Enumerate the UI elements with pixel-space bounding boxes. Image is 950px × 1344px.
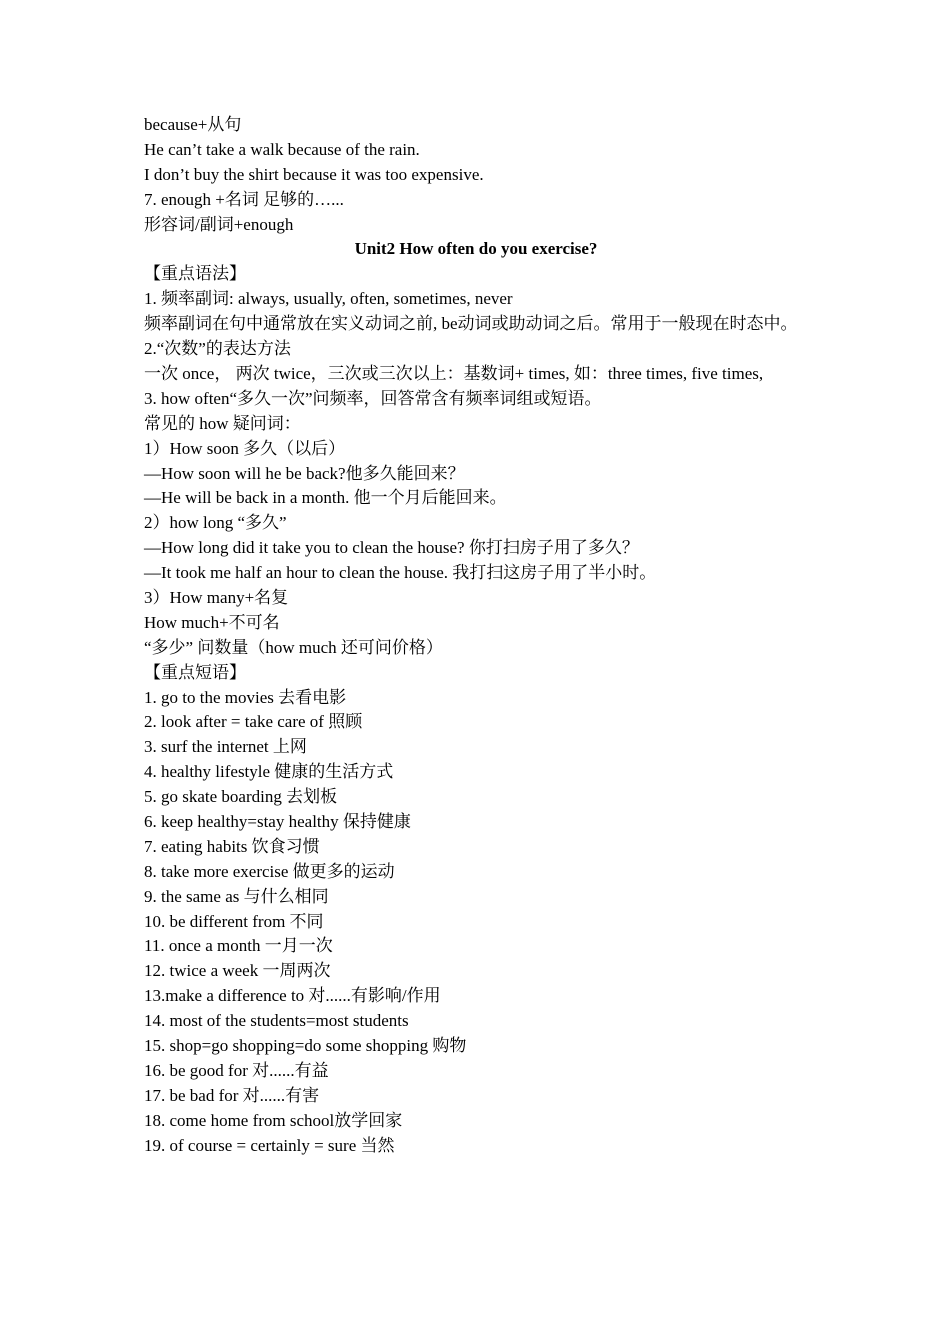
grammar-point-2-description: 一次 once， 两次 twice，三次或三次以上：基数词+ times, 如：three times, five times, [144, 363, 764, 383]
text-line: He can’t take a walk because of the rain. [144, 139, 420, 159]
phrase-item: 7. eating habits 饮食习惯 [144, 836, 320, 856]
grammar-point-3: 3. how often“多久一次”问频率，回答常含有频率词组或短语。 [144, 388, 602, 408]
phrase-item: 17. be bad for 对......有害 [144, 1085, 320, 1105]
section-heading-phrases: 【重点短语】 [144, 662, 246, 682]
phrase-item: 5. go skate boarding 去划板 [144, 787, 338, 807]
phrase-item: 11. once a month 一月一次 [144, 936, 333, 956]
text-line: 形容词/副词+enough [144, 214, 294, 234]
grammar-point-2: 2.“次数”的表达方法 [144, 339, 291, 359]
phrase-item: 9. the same as 与什么相同 [144, 886, 329, 906]
text-line: 7. enough +名词 足够的…... [144, 189, 344, 209]
phrase-item: 13.make a difference to 对......有影响/作用 [144, 986, 441, 1006]
phrase-item: 16. be good for 对......有益 [144, 1060, 329, 1080]
text-line: I don’t buy the shirt because it was too expensive. [144, 164, 484, 184]
phrase-item: 6. keep healthy=stay healthy 保持健康 [144, 811, 411, 831]
phrase-item: 10. be different from 不同 [144, 911, 324, 931]
text-line: 1）How soon 多久（以后） [144, 438, 346, 458]
phrase-item: 2. look after = take care of 照顾 [144, 712, 363, 732]
grammar-point-1-description: 频率副词在句中通常放在实义动词之前, be动词或助动词之后。常用于一般现在时态中。 [144, 314, 798, 334]
text-line: 2）how long “多久” [144, 513, 287, 533]
phrase-item: 8. take more exercise 做更多的运动 [144, 861, 395, 881]
text-line: “多少” 问数量（how much 还可问价格） [144, 637, 443, 657]
unit-title: Unit2 How often do you exercise? [354, 239, 598, 259]
phrase-item: 14. most of the students=most students [144, 1011, 409, 1031]
text-line: 常见的 how 疑问词： [144, 413, 301, 433]
phrase-item: 1. go to the movies 去看电影 [144, 687, 347, 707]
phrase-item: 3. surf the internet 上网 [144, 737, 307, 757]
document-page [144, 113, 808, 1158]
text-line: 3）How many+名复 [144, 587, 289, 607]
text-line: —He will be back in a month. 他一个月后能回来。 [144, 488, 507, 508]
text-line: —It took me half an hour to clean the house. 我打扫这房子用了半小时。 [144, 563, 657, 583]
text-line: —How long did it take you to clean the house? 你打扫房子用了多久？ [144, 538, 639, 558]
phrase-item: 18. come home from school放学回家 [144, 1110, 403, 1130]
text-line: —How soon will he be back?他多久能回来？ [144, 463, 465, 483]
phrase-item: 12. twice a week 一周两次 [144, 961, 331, 981]
phrase-item: 15. shop=go shopping=do some shopping 购物 [144, 1035, 467, 1055]
text-line: How much+不可名 [144, 612, 280, 632]
text-line: because+从句 [144, 115, 242, 134]
section-heading-grammar: 【重点语法】 [144, 264, 246, 284]
grammar-point-1: 1. 频率副词: always, usually, often, sometimes, never [144, 289, 513, 309]
phrase-item: 4. healthy lifestyle 健康的生活方式 [144, 762, 394, 782]
phrase-item: 19. of course = certainly = sure 当然 [144, 1135, 395, 1155]
